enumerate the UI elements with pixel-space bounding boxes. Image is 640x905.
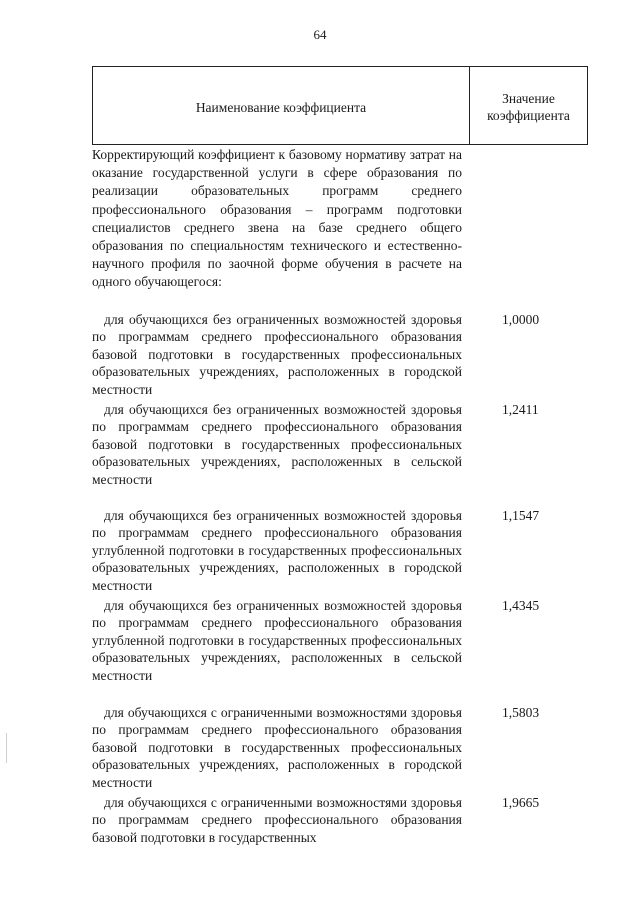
row-value: 1,4345 — [502, 598, 540, 613]
row-description: для обучающихся без ограниченных возможностей здоровья по программам среднего профессионального образования базовой подготовки в государственных профессиональных образовательных учреждениях, расположенных в городской местности — [92, 312, 462, 397]
page-number: 64 — [313, 27, 327, 42]
table-row — [92, 597, 588, 684]
table-row — [92, 704, 588, 791]
table-row — [92, 794, 588, 846]
row-value: 1,9665 — [502, 795, 540, 810]
table-row — [92, 507, 588, 594]
scan-margin-mark — [6, 733, 7, 763]
table-row — [92, 311, 588, 398]
row-value: 1,0000 — [502, 312, 540, 327]
table-header — [92, 66, 588, 145]
row-value: 1,1547 — [502, 508, 540, 523]
row-description: для обучающихся с ограниченными возможностями здоровья по программам среднего профессионального образования базовой подготовки в государственных профессиональных образовательных учреждениях, расположенных в городской местности — [92, 705, 462, 790]
column-header-name: Наименование коэффициента — [93, 67, 470, 144]
row-description: для обучающихся без ограниченных возможностей здоровья по программам среднего профессионального образования базовой подготовки в государственных профессиональных образовательных учреждениях, расположенных в сельской местности — [92, 402, 462, 487]
row-value: 1,2411 — [502, 402, 539, 417]
row-description: для обучающихся без ограниченных возможностей здоровья по программам среднего профессионального образования углубленной подготовки в государственных профессиональных образовательных учреждениях, расположенных в городской местности — [92, 508, 462, 593]
column-header-value-line1: Значение — [502, 90, 555, 106]
column-header-value — [470, 67, 587, 144]
table-row — [92, 401, 588, 488]
row-description: для обучающихся без ограниченных возможностей здоровья по программам среднего профессионального образования углубленной подготовки в государственных профессиональных образовательных учреждениях, расположенных в сельской местности — [92, 598, 462, 683]
intro-paragraph: Корректирующий коэффициент к базовому нормативу затрат на оказание государственной услуги в сфере образования по реализации образовательных программ среднего профессионального образования – программ подготовки специалистов среднего звена на базе среднего общего образования по специальностям технического и естественно-научного профиля по заочной форме обучения в расчете на одного обучающегося: — [92, 147, 462, 290]
column-header-value-line2: коэффициента — [487, 107, 570, 123]
row-value: 1,5803 — [502, 705, 540, 720]
row-description: для обучающихся с ограниченными возможностями здоровья по программам среднего профессионального образования базовой подготовки в государственных — [92, 795, 462, 845]
